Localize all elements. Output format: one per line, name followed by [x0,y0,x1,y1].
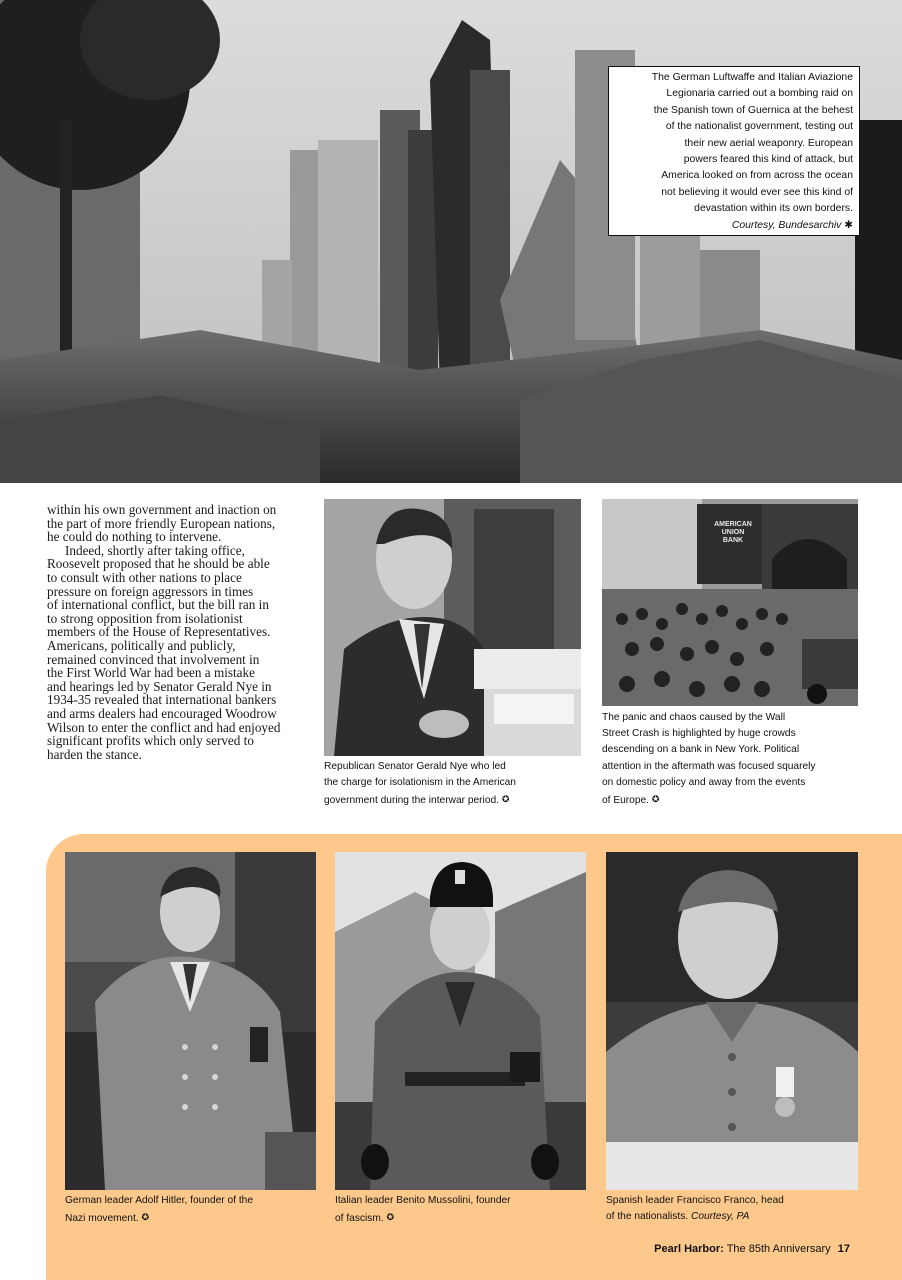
nye-caption-line: Republican Senator Gerald Nye who led [324,761,506,772]
wallstreet-caption-line: descending on a bank in New York. Political [602,744,800,756]
body-line: to strong opposition from isolationist [47,610,243,626]
body-paragraph-1 [47,503,309,544]
anniversary-number: 85 [748,1243,761,1255]
body-line: Wilson to enter the conflict and had enjoyed [47,719,281,735]
franco-caption-line: of the nationalists. [606,1211,689,1223]
hitler-caption-last [65,1209,325,1227]
mussolini-photo-art [335,852,586,1190]
wallstreet-photo [602,499,858,706]
body-line: he could do nothing to intervene. [47,529,222,545]
body-line: the part of more friendly European nations, [47,515,276,531]
body-line: 1934-35 revealed that international bankers [47,692,277,708]
body-line: the First World War had been a mistake [47,665,255,681]
hero-caption-line: The German Luftwaffe and Italian Aviazione [651,72,853,83]
body-line: Americans, politically and publicly, [47,637,236,653]
asterisk-mark-icon: ✱ [844,219,853,231]
footer-the: The [726,1243,746,1255]
body-line: pressure on foreign aggressors in times [47,583,254,599]
body-line: of international conflict, but the bill ran in [47,597,269,613]
photo-credit-icon: ✪ [651,794,660,805]
hitler-caption-line: German leader Adolf Hitler, founder of the [65,1195,254,1206]
mussolini-caption-last [335,1209,595,1227]
photo-credit-icon: ✪ [501,794,510,805]
hero-caption-box [608,66,860,236]
photo-credit-icon: ✪ [386,1212,395,1223]
body-column [47,503,309,761]
nye-photo-art [324,499,581,756]
hitler-caption [65,1193,325,1227]
body-line: Indeed, shortly after taking office, [65,542,245,558]
body-line: to consult with other nations to place [47,569,242,585]
franco-credit: Courtesy, PA [690,1211,750,1223]
page-number: 17 [837,1243,850,1255]
hero-caption-line: America looked on from across the ocean [661,170,853,182]
nye-caption-line: government during the interwar period. [324,795,499,807]
body-line: within his own government and inaction on [47,502,277,517]
hero-credit-line [613,218,853,234]
mussolini-caption-line: of fascism. [335,1213,384,1225]
body-line: Roosevelt proposed that he should be able [47,556,270,572]
hero-caption-line: powers feared this kind of attack, but [683,154,853,166]
bank-sign-line: UNION [721,529,745,536]
body-line: members of the House of Representatives. [47,624,271,640]
anniversary-suffix: th [760,1243,771,1255]
photo-credit-icon: ✪ [141,1212,149,1223]
franco-caption-line: Spanish leader Francisco Franco, head [606,1195,784,1206]
page-footer [640,1243,850,1255]
mussolini-photo [335,852,586,1190]
nye-caption-line: the charge for isolationism in the American [324,777,516,789]
hero-caption-line: the Spanish town of Guernica at the behest [653,104,853,116]
wallstreet-caption-line: attention in the aftermath was focused squarely [602,760,816,772]
mussolini-caption-line: Italian leader Benito Mussolini, founder [335,1195,511,1206]
body-line: and hearings led by Senator Gerald Nye in [47,678,272,694]
wallstreet-caption-line: Street Crash is highlighted by huge crowds [602,728,796,740]
bank-sign-line: AMERICAN [714,521,752,528]
footer-anniversary: Anniversary [772,1243,831,1255]
hitler-photo [65,852,316,1190]
wallstreet-caption-line: on domestic policy and away from the events [602,776,806,788]
footer-number [749,1243,770,1255]
publication-name: Pearl Harbor: [654,1243,724,1255]
body-line: and arms dealers had encouraged Woodrow [47,705,277,721]
body-line: significant profits which only served to [47,733,254,749]
bank-sign-line: BANK [722,537,744,544]
bank-sign [705,521,761,545]
franco-caption-last [606,1209,868,1225]
wallstreet-caption-line: of Europe. [602,795,650,807]
body-line: harden the stance. [47,746,142,762]
nye-photo [324,499,581,756]
hero-caption-line: Legionaria carried out a bombing raid on [666,88,853,100]
hitler-caption-line: Nazi movement. [65,1213,139,1225]
mussolini-caption [335,1193,595,1227]
hero-caption-line: not believing it would ever see this kind of [661,186,853,198]
body-line: remained convinced that involvement in [47,651,260,667]
franco-photo [606,852,858,1190]
hero-caption-line: of the nationalist government, testing out [665,121,853,133]
franco-caption [606,1193,868,1225]
hero-caption-line: devastation within its own borders. [694,203,853,215]
franco-photo-art [606,852,858,1190]
wallstreet-caption-last [602,791,866,809]
nye-caption [324,759,584,810]
hero-credit: Courtesy, Bundesarchiv [731,219,842,231]
body-paragraph-2 [47,544,309,762]
hero-caption-line: their new aerial weaponry. European [684,137,853,149]
hitler-photo-art [65,852,316,1190]
wallstreet-caption-line: The panic and chaos caused by the Wall [602,712,786,723]
wallstreet-caption [602,710,866,809]
nye-caption-last [324,791,584,809]
